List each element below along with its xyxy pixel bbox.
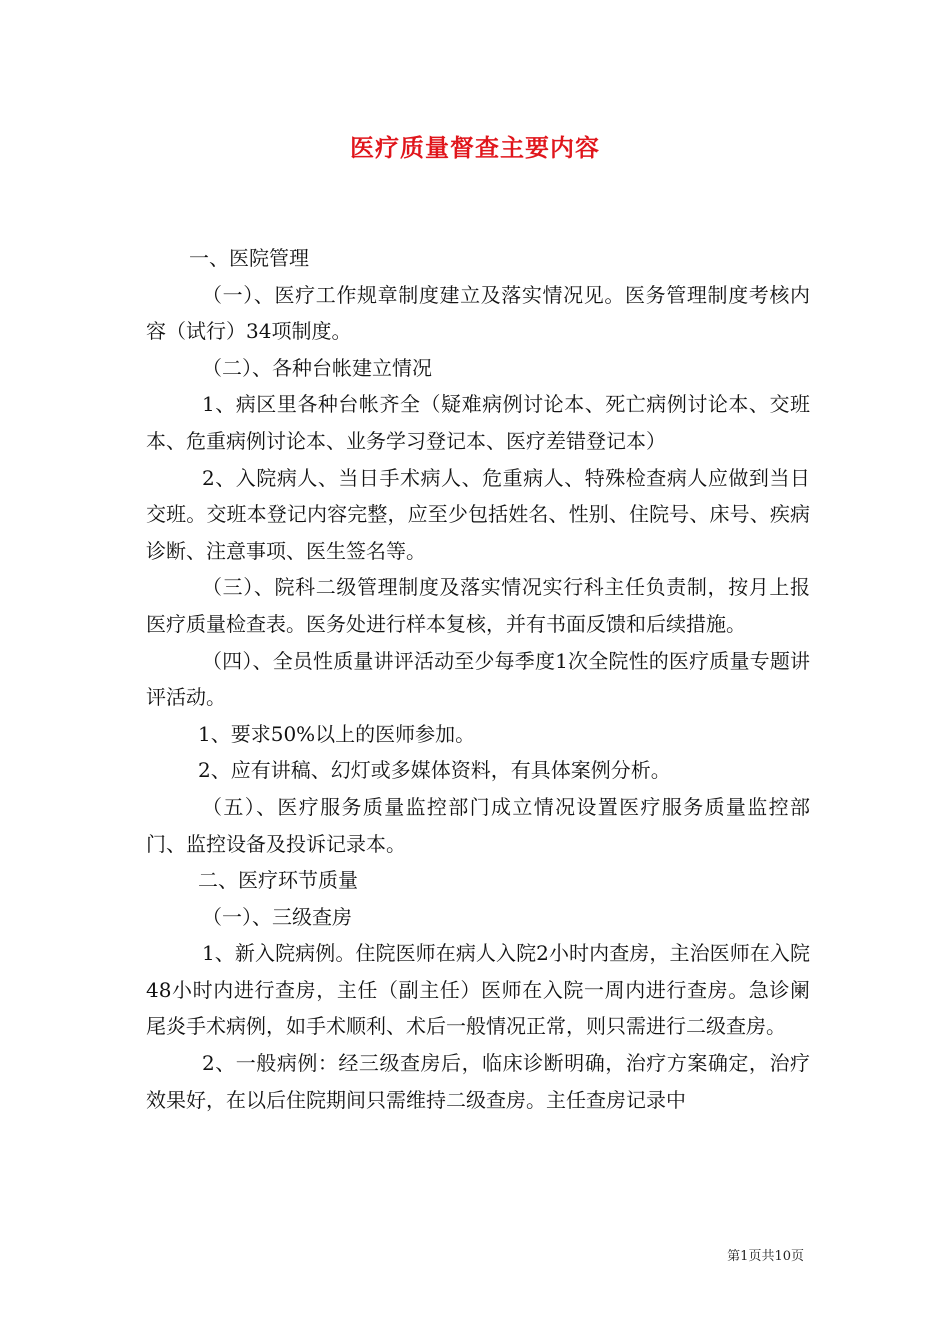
subheading-ledgers: （二）、各种台帐建立情况 — [202, 355, 432, 380]
page-number-footer: 第1页共10页 — [727, 1249, 804, 1264]
list-item-general-cases: 2、一般病例：经三级查房后，临床诊断明确，治疗方案确定，治疗效果好，在以后住院期间只需维持二级查房。主任查房记录中 — [146, 1051, 810, 1112]
paragraph-quality-review: （四）、全员性质量讲评活动至少每季度1次全院性的医疗质量专题讲评活动。 — [146, 648, 810, 710]
paragraph-monitoring-department: （五）、医疗服务质量监控部门成立情况设置医疗服务质量监控部门、监控设备及投诉记录本。 — [146, 794, 810, 856]
section-heading-hospital-management: 一、医院管理 — [189, 246, 309, 270]
paragraph-rules-establishment: （一）、医疗工作规章制度建立及落实情况见。医务管理制度考核内容（试行）34项制度。 — [146, 282, 810, 344]
list-item-physician-attendance: 1、要求50%以上的医师参加。 — [198, 721, 476, 746]
list-item-shift-handover: 2、入院病人、当日手术病人、危重病人、特殊检查病人应做到当日交班。交班本登记内容完整，应至少包括姓名、性别、住院号、床号、疾病诊断、注意事项、医生签名等。 — [146, 465, 810, 563]
document-body — [146, 240, 810, 1118]
paragraph-two-level-management: （三）、院科二级管理制度及落实情况实行科主任负责制，按月上报医疗质量检查表。医务处进行样本复核，并有书面反馈和后续措施。 — [146, 575, 810, 636]
document-title: 医疗质量督查主要内容 — [350, 133, 600, 162]
list-item-materials: 2、应有讲稿、幻灯或多媒体资料，有具体案例分析。 — [198, 758, 671, 783]
section-heading-process-quality: 二、医疗环节质量 — [198, 868, 358, 893]
list-item-ward-ledgers: 1、病区里各种台帐齐全（疑难病例讨论本、死亡病例讨论本、交班本、危重病例讨论本、业务学习登记本、医疗差错登记本） — [146, 392, 810, 453]
list-item-new-admission: 1、新入院病例。住院医师在病人入院2小时内查房，主治医师在入院48小时内进行查房，主任（副主任）医师在入院一周内进行查房。急诊阑尾炎手术病例，如手术顺利、术后一般情况正常，则只需进行二级查房。 — [146, 941, 810, 1039]
subheading-three-level-rounds: （一）、三级查房 — [202, 904, 352, 929]
